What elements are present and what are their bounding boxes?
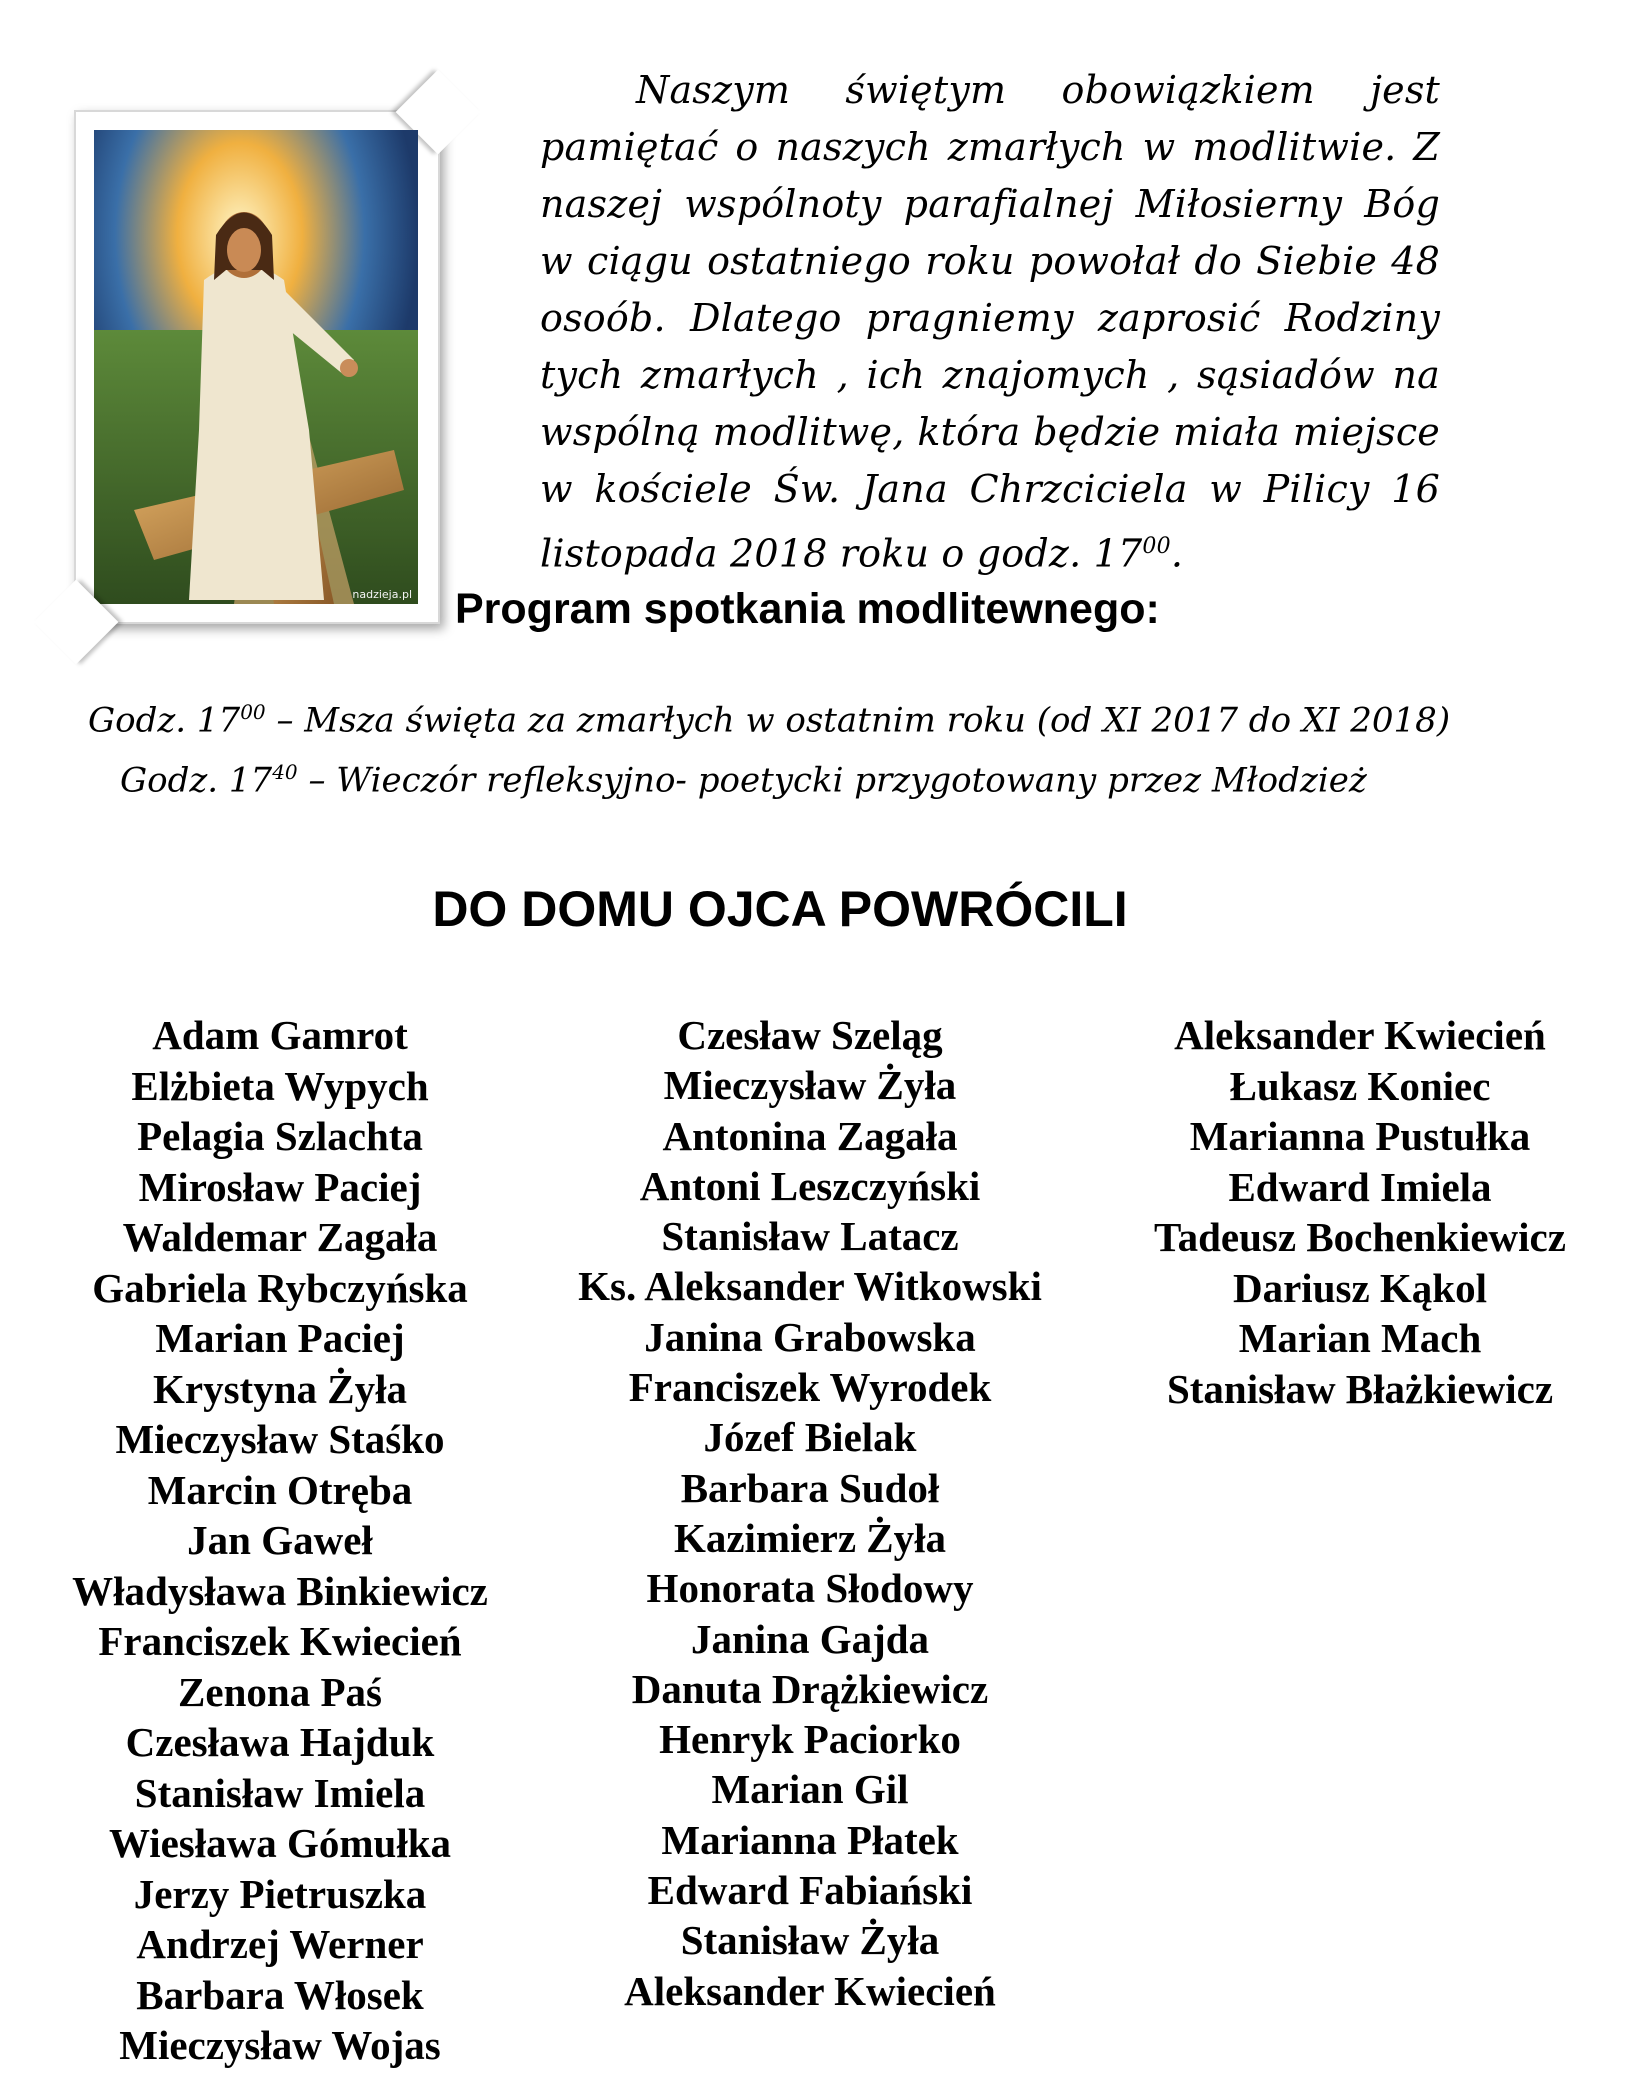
names-column-3	[1120, 1010, 1600, 1414]
jesus-image-frame	[74, 110, 440, 624]
names-column-2	[560, 1010, 1060, 2016]
name-entry: Franciszek Wyrodek	[628, 1364, 992, 1411]
name-entry: Tadeusz Bochenkiewicz	[1154, 1214, 1566, 1260]
schedule-time-minutes: 00	[240, 700, 266, 724]
watermark-text: nadzieja.pl	[352, 588, 412, 601]
name-entry: Honorata Słodowy	[646, 1565, 974, 1612]
name-entry: Marian Gil	[711, 1766, 909, 1813]
name-entry: Zenona Paś	[178, 1668, 382, 1715]
intro-end: .	[1170, 531, 1184, 576]
name-entry: Ks. Aleksander Witkowski	[578, 1263, 1042, 1310]
name-entry: Gabriela Rybczyńska	[92, 1264, 468, 1311]
name-entry: Edward Imiela	[1228, 1163, 1492, 1210]
name-entry: Łukasz Koniec	[1229, 1062, 1491, 1109]
program-title: Program spotkania modlitewnego:	[455, 585, 1160, 633]
name-entry: Stanisław Żyła	[680, 1917, 940, 1964]
name-entry: Elżbieta Wypych	[131, 1062, 429, 1109]
name-entry: Barbara Włosek	[136, 1971, 424, 2018]
name-entry: Marian Paciej	[155, 1315, 405, 1361]
name-entry: Kazimierz Żyła	[673, 1514, 947, 1561]
schedule-time-minutes: 40	[272, 760, 298, 784]
name-entry: Władysława Binkiewicz	[72, 1567, 488, 1614]
name-entry: Stanisław Błażkiewicz	[1166, 1365, 1554, 1412]
name-entry: Janina Gajda	[690, 1615, 930, 1662]
name-entry: Józef Bielak	[703, 1414, 917, 1461]
name-entry: Franciszek Kwiecień	[98, 1618, 462, 1664]
intro-text: Naszym świętym obowiązkiem jest pamiętać o naszych zmarłych w modlitwie. Z naszej wspólnoty parafialnej Miłosierny Bóg w ciągu ostatniego roku powołał do Siebie 48 osoób. Dlatego pragniemy zaprosić Rodziny tych zmarłych , ich znajomych , sąsiadów na wspólną modlitwę, która będzie miała miejsce w kościele Św. Jana Chrzciciela w Pilicy 16 listopada 2018 roku o godz. 17	[540, 68, 1440, 576]
jesus-image	[94, 130, 418, 604]
name-entry: Aleksander Kwiecień	[624, 1967, 996, 2014]
schedule-time: Godz. 17	[120, 760, 273, 801]
name-entry: Marcin Otręba	[147, 1466, 413, 1513]
names-column-1	[40, 1010, 520, 2071]
name-entry: Janina Grabowska	[644, 1313, 976, 1360]
name-entry: Antonina Zagała	[662, 1112, 958, 1159]
name-entry: Andrzej Werner	[136, 1921, 424, 1967]
name-entry: Mirosław Paciej	[138, 1163, 422, 1210]
name-entry: Czesław Szeląg	[677, 1012, 943, 1058]
name-entry: Stanisław Imiela	[134, 1769, 426, 1816]
name-entry: Antoni Leszczyński	[639, 1162, 981, 1209]
list-title: DO DOMU OJCA POWRÓCILI	[432, 881, 1128, 937]
name-entry: Jerzy Pietruszka	[133, 1870, 427, 1917]
name-entry: Marianna Pustułka	[1189, 1113, 1531, 1159]
intro-time-superscript: 00	[1142, 534, 1171, 559]
name-entry: Aleksander Kwiecień	[1174, 1012, 1546, 1058]
name-entry: Marianna Płatek	[661, 1816, 959, 1863]
name-entry: Czesława Hajduk	[125, 1719, 435, 1765]
name-entry: Edward Fabiański	[647, 1867, 973, 1914]
name-entry: Waldemar Zagała	[122, 1214, 438, 1260]
name-entry: Pelagia Szlachta	[137, 1113, 423, 1159]
schedule-item	[120, 760, 1367, 800]
name-entry: Mieczysław Staśko	[115, 1416, 445, 1462]
name-entry: Mieczysław Wojas	[119, 2022, 441, 2068]
name-entry: Krystyna Żyła	[153, 1365, 407, 1412]
name-entry: Mieczysław Żyła	[663, 1062, 957, 1109]
name-entry: Danuta Drążkiewicz	[631, 1665, 989, 1712]
name-entry: Stanisław Latacz	[661, 1213, 959, 1260]
name-entry: Jan Gaweł	[187, 1517, 373, 1563]
name-entry: Marian Mach	[1238, 1315, 1482, 1361]
schedule-item	[88, 700, 1450, 740]
name-entry: Dariusz Kąkol	[1233, 1264, 1487, 1311]
schedule-description: – Msza święta za zmarłych w ostatnim roku (od XI 2017 do XI 2018)	[265, 700, 1451, 741]
name-entry: Henryk Paciorko	[659, 1716, 961, 1763]
schedule-time: Godz. 17	[88, 700, 241, 741]
name-entry: Adam Gamrot	[152, 1012, 408, 1058]
schedule-description: – Wieczór refleksyjno- poetycki przygotowany przez Młodzież	[297, 760, 1367, 801]
name-entry: Barbara Sudoł	[680, 1464, 940, 1511]
intro-paragraph	[540, 62, 1440, 583]
name-entry: Wiesława Gómułka	[108, 1820, 452, 1866]
